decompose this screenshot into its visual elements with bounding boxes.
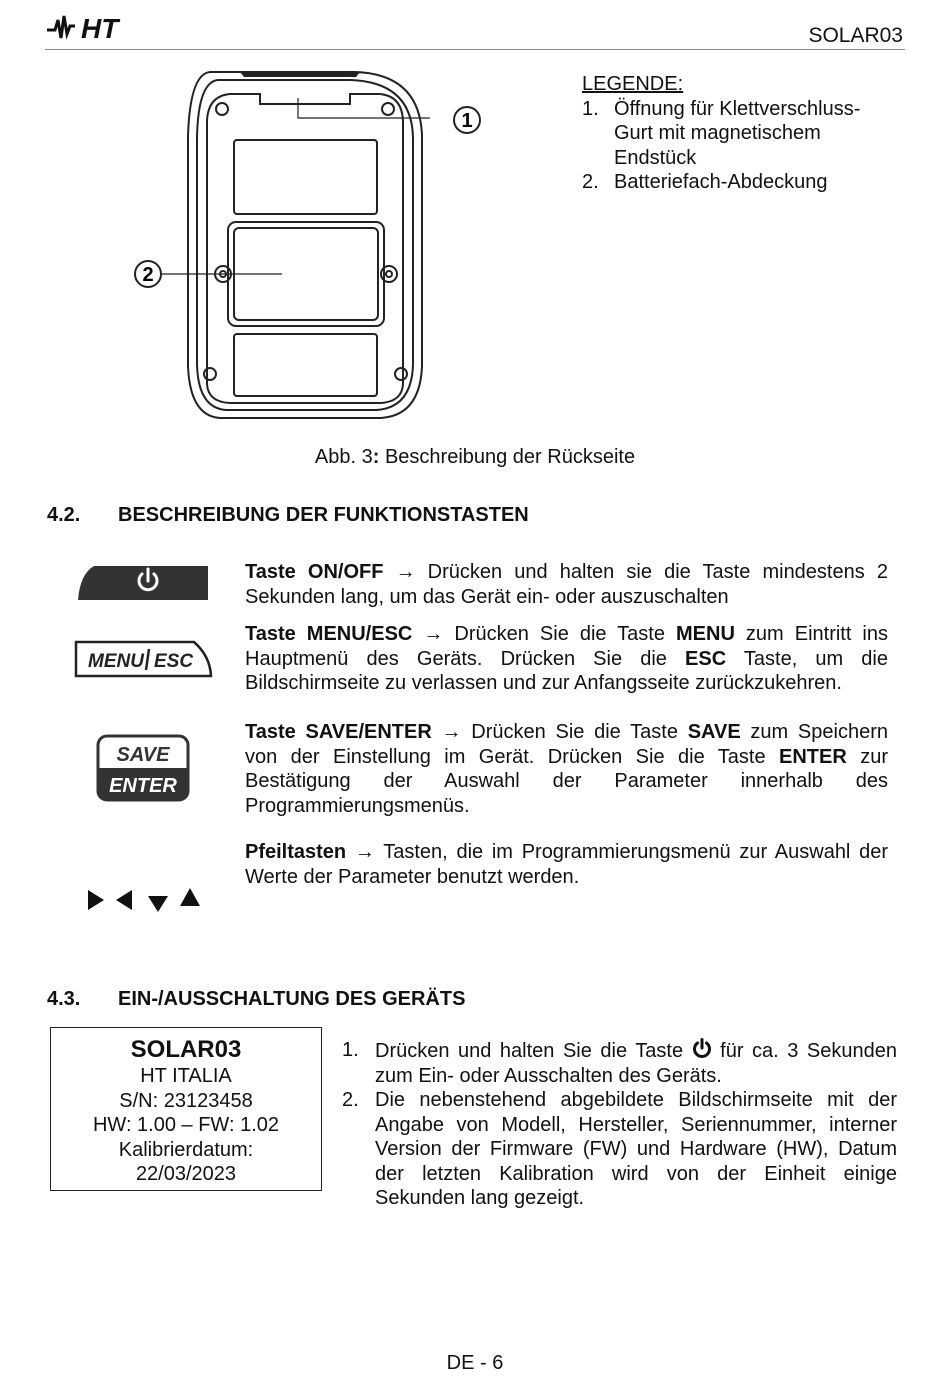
key-description-menu-esc: Taste MENU/ESC → Drücken Sie die Taste MENU zum Eintritt ins Hauptmenü des Geräts. Drücken Sie die ESC Taste, um die Bildschirmseite zu verlassen und zur Anfangsseite zurückzukehren. — [245, 623, 889, 694]
key-description-arrows: Pfeiltasten → Tasten, die im Programmierungsmenü zur Auswahl der Werte der Parameter benutzt werden. — [245, 841, 889, 888]
screen-calibration-label: Kalibrierdatum: — [118, 1138, 254, 1161]
arrow-right-icon — [88, 890, 104, 910]
figure-caption: Abb. 3: Beschreibung der Rückseite — [314, 446, 636, 468]
logo-text: HT — [81, 13, 119, 44]
key-description-on-off: Taste ON/OFF → Drücken und halten sie die Taste mindestens 2 Sekunden lang, um das Gerät ein- oder auszuschalten — [245, 561, 888, 608]
svg-text:ESC: ESC — [154, 651, 194, 672]
document-code: SOLAR03 — [808, 24, 903, 47]
menu-esc-key-icon — [74, 640, 214, 678]
callout-1-marker — [452, 105, 482, 135]
page-number: DE - 6 — [446, 1352, 504, 1374]
arrow-up-icon — [180, 888, 200, 906]
key-description-save-enter: Taste SAVE/ENTER → Drücken Sie die Taste SAVE zum Speichern von der Einstellung im Gerät. Drücken Sie die Taste ENTER zur Bestätigung der Auswahl der Parameter innerhalb des Programmierungsmenüs. — [245, 721, 888, 817]
screen-versions: HW: 1.00 – FW: 1.02 — [92, 1114, 279, 1136]
header-divider — [45, 49, 905, 50]
power-steps — [342, 1038, 897, 1211]
on-off-key-icon — [76, 564, 210, 602]
arrow-left-icon — [116, 890, 132, 910]
arrow-down-icon — [148, 896, 168, 912]
callout-1-number: 1 — [461, 110, 473, 132]
screen-calibration-date: 22/03/2023 — [135, 1163, 237, 1185]
legend-item: 2. Batteriefach-Abdeckung — [582, 171, 828, 193]
list-item: 1. Drücken und halten Sie die Taste für ca. 3 Sekunden zum Ein- oder Ausschalten des Geräts. — [342, 1039, 897, 1087]
screen-model: SOLAR03 — [130, 1036, 242, 1063]
screen-maker: HT ITALIA — [140, 1065, 232, 1087]
arrow-keys-icons — [86, 886, 206, 916]
ht-logo — [45, 10, 145, 44]
legend-title: LEGENDE: — [582, 73, 684, 95]
legend-item: 1. Öffnung für Klettverschluss-Gurt mit magnetischem Endstück — [582, 97, 861, 169]
startup-screen — [50, 1027, 322, 1191]
svg-text:SAVE: SAVE — [116, 744, 170, 766]
svg-text:MENU: MENU — [88, 651, 144, 672]
section-heading-4-3: 4.3. EIN-/AUSSCHALTUNG DES GERÄTS — [47, 988, 466, 1010]
callout-2-number: 2 — [142, 264, 154, 286]
power-icon — [692, 1038, 712, 1058]
section-heading-4-2: 4.2. BESCHREIBUNG DER FUNKTIONSTASTEN — [47, 504, 529, 526]
figure-legend — [582, 72, 894, 195]
list-item: 2. Die nebenstehend abgebildete Bildschirmseite mit der Angabe von Modell, Hersteller, Seriennummer, interner Version der Firmware (FW) und Hardware (HW), Datum der letzten Kalibration wird von der Einheit einige Sekunden lang gezeigt. — [342, 1089, 897, 1209]
save-enter-key-icon — [96, 734, 190, 802]
screen-serial: S/N: 23123458 — [119, 1089, 253, 1112]
device-back-illustration — [130, 66, 430, 426]
svg-text:ENTER: ENTER — [109, 775, 177, 797]
callout-2-marker — [133, 259, 163, 289]
